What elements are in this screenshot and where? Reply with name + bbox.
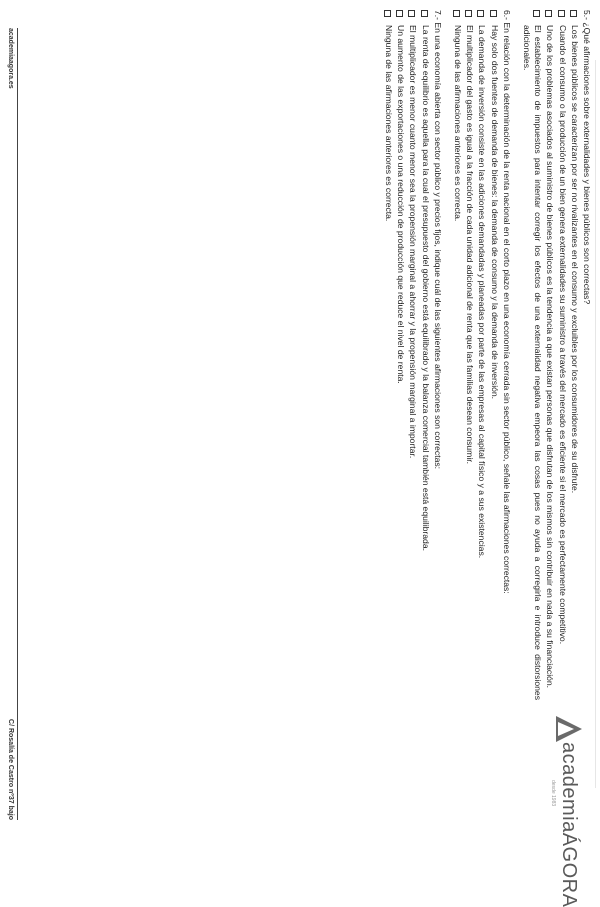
option-text: El establecimiento de impuestos para intentar corregir los efectos de una externalidad negativa empeora las cosas pues no ayuda a corregirla e introduce distorsiones adicionales. <box>521 25 544 700</box>
checkbox-icon[interactable] <box>453 10 460 17</box>
checkbox-icon[interactable] <box>421 10 428 17</box>
academy-logo <box>516 712 596 907</box>
logo-brand-text: academiaÁGORA <box>558 742 580 907</box>
page-footer <box>4 28 14 820</box>
question-5 <box>521 10 592 700</box>
question-stem: 5.- ¿Qué afirmaciones sobre externalidades y bienes públicos son correctas? <box>582 10 592 305</box>
footer-rule <box>17 28 18 820</box>
answer-option[interactable] <box>476 10 487 700</box>
option-text: Los bienes públicos se caracterizan por ser no rivalizantes en el consumo y excluibles por los consumidores de su disfrute. <box>569 25 580 494</box>
checkbox-icon[interactable] <box>465 10 472 17</box>
option-text: La renta de equilibrio es aquella para la cual el presupuesto del gobierno está equilibrado y la balanza comercial también está equilibrada. <box>420 25 431 551</box>
answer-option[interactable] <box>407 10 418 700</box>
question-stem: 6.- En relación con la determinación de la renta nacional en el corto plazo en una economía cerrada sin sector público, señale las afirmaciones correctas: <box>501 10 512 594</box>
option-text: La demanda de inversión consiste en las adiciones demandadas y planeadas por parte de las empresas al capital físico y a sus existencias. <box>477 25 488 559</box>
answer-option[interactable] <box>556 10 567 700</box>
option-text: Cuando el consumo o la producción de un bien genera externalidades su suministro a través del mercado es eficiente si el mercado es perfectamente competitivo. <box>557 25 568 645</box>
checkbox-icon[interactable] <box>490 10 497 17</box>
answer-option[interactable] <box>383 10 394 700</box>
answer-option[interactable] <box>569 10 580 700</box>
checkbox-icon[interactable] <box>384 10 391 17</box>
checkbox-icon[interactable] <box>408 10 415 17</box>
answer-option[interactable] <box>544 10 555 700</box>
checkbox-icon[interactable] <box>545 10 552 17</box>
answer-option[interactable] <box>488 10 499 700</box>
option-text: Un aumento de las exportaciones o una reducción de producción que reduce el nivel de renta. <box>396 25 407 384</box>
question-list <box>374 10 592 700</box>
answer-option[interactable] <box>464 10 475 700</box>
scan-edge <box>595 60 596 788</box>
checkbox-icon[interactable] <box>558 10 565 17</box>
checkbox-icon[interactable] <box>533 10 540 17</box>
checkbox-icon[interactable] <box>396 10 403 17</box>
footer-web[interactable]: academiaagora.es <box>7 28 14 89</box>
answer-option[interactable] <box>419 10 430 700</box>
question-stem: 7.- En una economía abierta con sector público y precios fijos, indique cuál de las siguientes afirmaciones son correctas: <box>432 10 443 470</box>
question-7 <box>383 10 443 700</box>
question-6 <box>452 10 512 700</box>
option-text: Ninguna de las afirmaciones anteriores es correcta. <box>383 25 394 222</box>
answer-option[interactable] <box>395 10 406 700</box>
logo-tagline: desde 1983 <box>550 780 556 807</box>
answer-option[interactable] <box>521 10 543 700</box>
checkbox-icon[interactable] <box>477 10 484 17</box>
checkbox-icon[interactable] <box>570 10 577 17</box>
option-text: Uno de los problemas asociados al suministro de bienes públicos es la tendencia a que existan personas que disfrutan de los mismos sin contribuir en nada a su financiación. <box>545 25 556 689</box>
logo-triangle-icon <box>554 714 584 744</box>
option-text: El multiplicador del gasto es igual a la fracción de cada unidad adicional de renta que las familias desean consumir. <box>465 25 476 465</box>
footer-address: C/ Rosalía de Castro nº37 bajo <box>7 719 14 820</box>
answer-option[interactable] <box>452 10 463 700</box>
option-text: Hay solo dos fuentes de demanda de bienes: la demanda de consumo y la demanda de inversión. <box>489 25 500 400</box>
option-text: Ninguna de las afirmaciones anteriores es correcta. <box>452 25 463 222</box>
option-text: El multiplicador es menor cuanto menor sea la propensión marginal a ahorrar y la propensión marginal a importar. <box>408 25 419 459</box>
